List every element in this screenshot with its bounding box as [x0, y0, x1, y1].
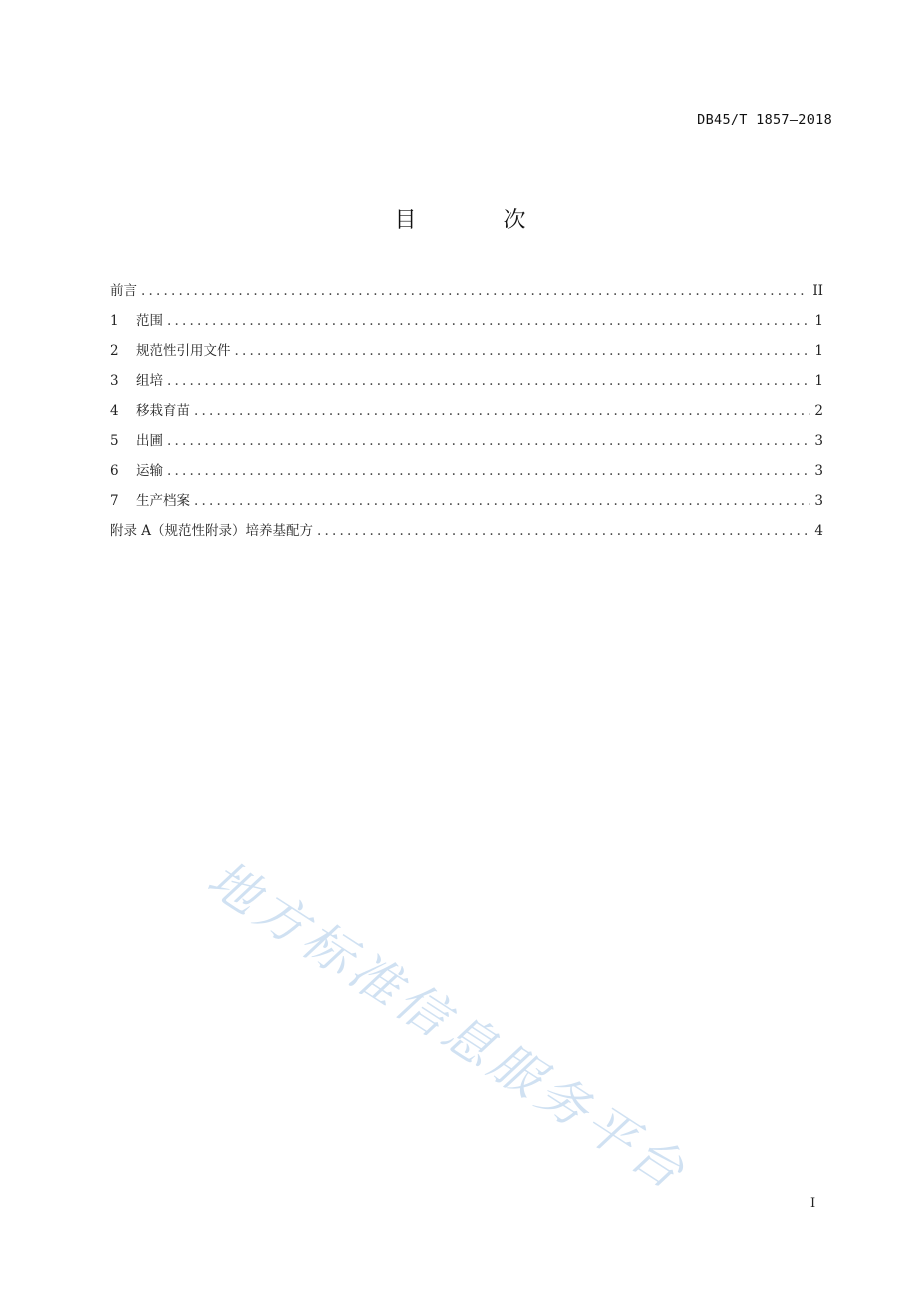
toc-entry-number: 1: [110, 313, 119, 329]
toc-entry-scope[interactable]: [110, 306, 823, 336]
toc-entry-number: 7: [110, 493, 119, 509]
toc-entry-transplanting[interactable]: [110, 396, 823, 426]
toc-entry-label: 组培: [136, 373, 163, 389]
toc-entry-label: 附录 A（规范性附录）培养基配方: [110, 523, 314, 539]
toc-entry-page: II: [812, 283, 823, 299]
toc-entry-page: 4: [814, 523, 823, 539]
toc-entry-number: 2: [110, 343, 119, 359]
toc-dot-leader: [167, 426, 810, 456]
toc-entry-label: 范围: [136, 313, 163, 329]
toc-dot-leader: [141, 276, 808, 306]
toc-entry-page: 3: [814, 493, 823, 509]
toc-entry-number: 4: [110, 403, 119, 419]
toc-dot-leader: [194, 486, 810, 516]
toc-entry-label: 生产档案: [136, 493, 190, 509]
toc-entry-normative-references[interactable]: [110, 336, 823, 366]
toc-entry-transport[interactable]: [110, 456, 823, 486]
toc-entry-page: 1: [814, 373, 823, 389]
toc-entry-number: 6: [110, 463, 119, 479]
page-number: I: [810, 1196, 816, 1211]
watermark: 地方标准信息服务平台: [197, 849, 699, 1203]
toc-dot-leader: [194, 396, 810, 426]
toc-entry-label: 出圃: [136, 433, 163, 449]
toc-entry-tissue-culture[interactable]: [110, 366, 823, 396]
toc-entry-label: 前言: [110, 283, 137, 299]
toc-title: 目 次: [394, 208, 566, 233]
toc-entry-label: 运输: [136, 463, 163, 479]
toc-entry-foreword[interactable]: [110, 276, 823, 306]
toc-entry-page: 3: [814, 463, 823, 479]
toc-entry-number: 5: [110, 433, 119, 449]
toc-entry-appendix-a[interactable]: [110, 516, 823, 546]
toc-dot-leader: [167, 306, 810, 336]
document-code: DB45/T 1857—2018: [697, 112, 832, 128]
toc-dot-leader: [317, 516, 810, 546]
toc-entry-page: 1: [814, 313, 823, 329]
toc-entry-nursery-release[interactable]: [110, 426, 823, 456]
toc-entry-production-records[interactable]: [110, 486, 823, 516]
toc-entry-number: 3: [110, 373, 119, 389]
toc-entry-label: 规范性引用文件: [136, 343, 231, 359]
toc-dot-leader: [167, 456, 810, 486]
toc-dot-leader: [167, 366, 810, 396]
toc-entry-label: 移栽育苗: [136, 403, 190, 419]
toc-dot-leader: [235, 336, 811, 366]
toc-entry-page: 3: [814, 433, 823, 449]
toc-entry-page: 2: [814, 403, 823, 419]
table-of-contents: [110, 276, 823, 546]
toc-entry-page: 1: [814, 343, 823, 359]
